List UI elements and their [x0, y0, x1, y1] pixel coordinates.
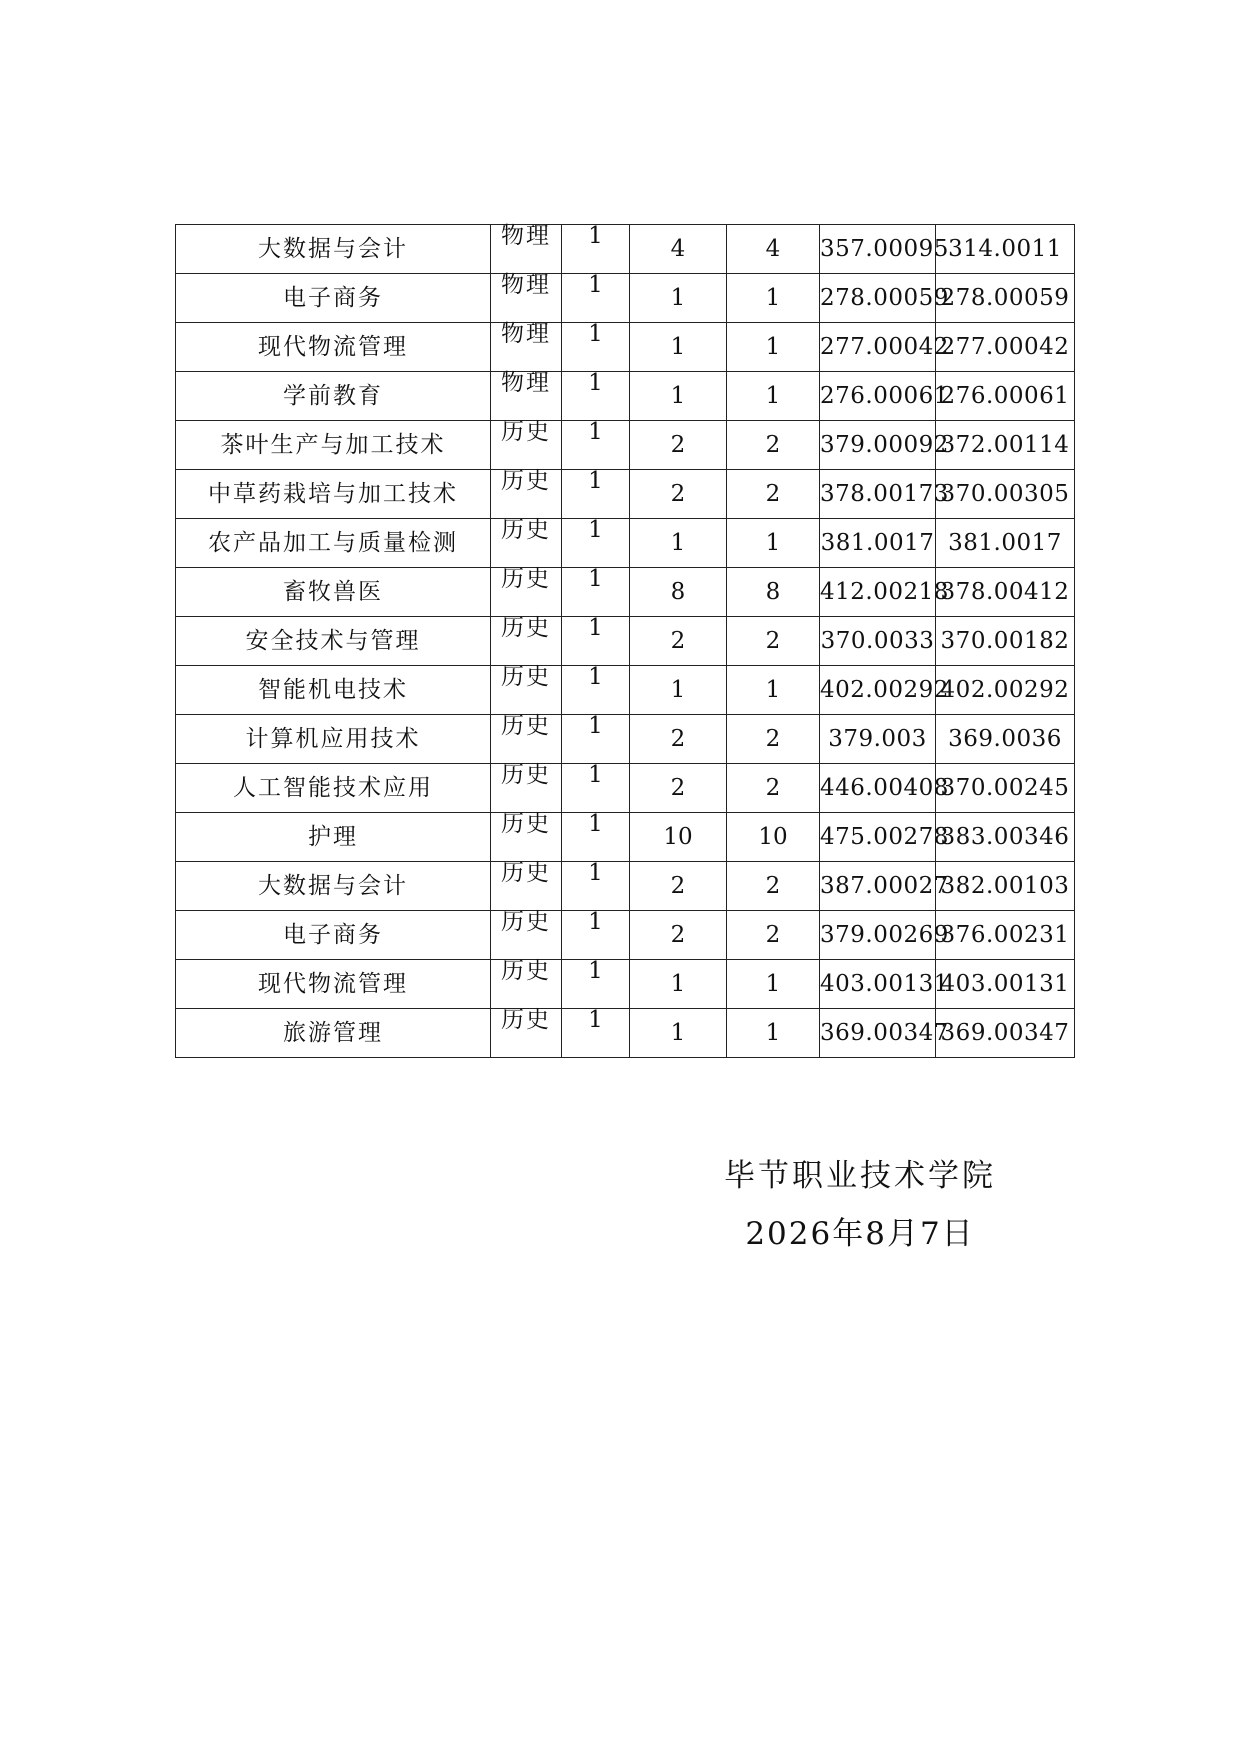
subject-cell: 历史 — [491, 911, 562, 960]
max-score-cell: 369.00347 — [820, 1009, 936, 1058]
table-row — [176, 764, 1075, 813]
major-cell: 中草药栽培与加工技术 — [176, 470, 491, 519]
batch-cell: 1 — [562, 372, 630, 421]
table-row — [176, 617, 1075, 666]
major-cell: 电子商务 — [176, 274, 491, 323]
major-cell: 人工智能技术应用 — [176, 764, 491, 813]
table-row — [176, 372, 1075, 421]
major-cell: 现代物流管理 — [176, 323, 491, 372]
min-score-cell: 403.00131 — [936, 960, 1075, 1009]
plan-count-cell: 2 — [630, 764, 727, 813]
max-score-cell: 379.00269 — [820, 911, 936, 960]
table-row — [176, 323, 1075, 372]
batch-cell: 1 — [562, 1009, 630, 1058]
subject-cell: 历史 — [491, 470, 562, 519]
admission-score-table — [175, 224, 1075, 1058]
plan-count-cell: 8 — [630, 568, 727, 617]
table-body — [176, 225, 1075, 1058]
max-score-cell: 446.00408 — [820, 764, 936, 813]
plan-count-cell: 4 — [630, 225, 727, 274]
table-row — [176, 960, 1075, 1009]
admitted-count-cell: 1 — [727, 372, 820, 421]
max-score-cell: 475.00278 — [820, 813, 936, 862]
min-score-cell: 376.00231 — [936, 911, 1075, 960]
major-cell: 电子商务 — [176, 911, 491, 960]
major-cell: 安全技术与管理 — [176, 617, 491, 666]
major-cell: 学前教育 — [176, 372, 491, 421]
subject-cell: 历史 — [491, 813, 562, 862]
plan-count-cell: 1 — [630, 323, 727, 372]
min-score-cell: 278.00059 — [936, 274, 1075, 323]
min-score-cell: 369.00347 — [936, 1009, 1075, 1058]
min-score-cell: 378.00412 — [936, 568, 1075, 617]
min-score-cell: 276.00061 — [936, 372, 1075, 421]
subject-cell: 物理 — [491, 323, 562, 372]
table-row — [176, 666, 1075, 715]
major-cell: 现代物流管理 — [176, 960, 491, 1009]
subject-cell: 物理 — [491, 274, 562, 323]
max-score-cell: 370.0033 — [820, 617, 936, 666]
min-score-cell: 370.00182 — [936, 617, 1075, 666]
max-score-cell: 379.00092 — [820, 421, 936, 470]
admitted-count-cell: 2 — [727, 617, 820, 666]
table-row — [176, 274, 1075, 323]
plan-count-cell: 2 — [630, 911, 727, 960]
batch-cell: 1 — [562, 911, 630, 960]
min-score-cell: 370.00305 — [936, 470, 1075, 519]
max-score-cell: 402.00292 — [820, 666, 936, 715]
min-score-cell: 402.00292 — [936, 666, 1075, 715]
batch-cell: 1 — [562, 274, 630, 323]
batch-cell: 1 — [562, 617, 630, 666]
batch-cell: 1 — [562, 715, 630, 764]
max-score-cell: 379.003 — [820, 715, 936, 764]
batch-cell: 1 — [562, 519, 630, 568]
min-score-cell: 372.00114 — [936, 421, 1075, 470]
admitted-count-cell: 1 — [727, 519, 820, 568]
max-score-cell: 278.00059 — [820, 274, 936, 323]
table-row — [176, 225, 1075, 274]
major-cell: 护理 — [176, 813, 491, 862]
admitted-count-cell: 1 — [727, 274, 820, 323]
min-score-cell: 369.0036 — [936, 715, 1075, 764]
plan-count-cell: 1 — [630, 666, 727, 715]
plan-count-cell: 2 — [630, 470, 727, 519]
max-score-cell: 412.00218 — [820, 568, 936, 617]
admitted-count-cell: 8 — [727, 568, 820, 617]
admitted-count-cell: 2 — [727, 911, 820, 960]
admitted-count-cell: 1 — [727, 666, 820, 715]
plan-count-cell: 1 — [630, 372, 727, 421]
min-score-cell: 381.0017 — [936, 519, 1075, 568]
plan-count-cell: 2 — [630, 862, 727, 911]
min-score-cell: 277.00042 — [936, 323, 1075, 372]
table-row — [176, 911, 1075, 960]
subject-cell: 历史 — [491, 666, 562, 715]
subject-cell: 历史 — [491, 421, 562, 470]
plan-count-cell: 10 — [630, 813, 727, 862]
admitted-count-cell: 2 — [727, 421, 820, 470]
max-score-cell: 381.0017 — [820, 519, 936, 568]
table-row — [176, 1009, 1075, 1058]
batch-cell: 1 — [562, 813, 630, 862]
subject-cell: 历史 — [491, 862, 562, 911]
plan-count-cell: 1 — [630, 960, 727, 1009]
min-score-cell: 382.00103 — [936, 862, 1075, 911]
issuing-organization: 毕节职业技术学院 — [724, 1158, 996, 1194]
max-score-cell: 378.00173 — [820, 470, 936, 519]
subject-cell: 物理 — [491, 225, 562, 274]
batch-cell: 1 — [562, 666, 630, 715]
batch-cell: 1 — [562, 568, 630, 617]
plan-count-cell: 1 — [630, 274, 727, 323]
plan-count-cell: 2 — [630, 617, 727, 666]
table-row — [176, 568, 1075, 617]
major-cell: 智能机电技术 — [176, 666, 491, 715]
admitted-count-cell: 2 — [727, 862, 820, 911]
subject-cell: 历史 — [491, 1009, 562, 1058]
major-cell: 茶叶生产与加工技术 — [176, 421, 491, 470]
max-score-cell: 387.00027 — [820, 862, 936, 911]
subject-cell: 历史 — [491, 960, 562, 1009]
batch-cell: 1 — [562, 862, 630, 911]
max-score-cell: 357.00095 — [820, 225, 936, 274]
admitted-count-cell: 2 — [727, 470, 820, 519]
batch-cell: 1 — [562, 225, 630, 274]
subject-cell: 历史 — [491, 715, 562, 764]
subject-cell: 历史 — [491, 617, 562, 666]
admitted-count-cell: 1 — [727, 323, 820, 372]
batch-cell: 1 — [562, 323, 630, 372]
table-row — [176, 519, 1075, 568]
max-score-cell: 277.00042 — [820, 323, 936, 372]
subject-cell: 历史 — [491, 519, 562, 568]
major-cell: 农产品加工与质量检测 — [176, 519, 491, 568]
batch-cell: 1 — [562, 960, 630, 1009]
plan-count-cell: 2 — [630, 715, 727, 764]
major-cell: 畜牧兽医 — [176, 568, 491, 617]
major-cell: 大数据与会计 — [176, 225, 491, 274]
table-row — [176, 421, 1075, 470]
max-score-cell: 276.00061 — [820, 372, 936, 421]
subject-cell: 物理 — [491, 372, 562, 421]
admitted-count-cell: 4 — [727, 225, 820, 274]
plan-count-cell: 1 — [630, 1009, 727, 1058]
batch-cell: 1 — [562, 470, 630, 519]
table-row — [176, 715, 1075, 764]
table-row — [176, 862, 1075, 911]
min-score-cell: 383.00346 — [936, 813, 1075, 862]
admitted-count-cell: 2 — [727, 764, 820, 813]
subject-cell: 历史 — [491, 764, 562, 813]
plan-count-cell: 1 — [630, 519, 727, 568]
plan-count-cell: 2 — [630, 421, 727, 470]
admitted-count-cell: 10 — [727, 813, 820, 862]
admitted-count-cell: 2 — [727, 715, 820, 764]
major-cell: 计算机应用技术 — [176, 715, 491, 764]
max-score-cell: 403.00131 — [820, 960, 936, 1009]
subject-cell: 历史 — [491, 568, 562, 617]
table-row — [176, 813, 1075, 862]
admitted-count-cell: 1 — [727, 1009, 820, 1058]
min-score-cell: 314.0011 — [936, 225, 1075, 274]
major-cell: 旅游管理 — [176, 1009, 491, 1058]
table-row — [176, 470, 1075, 519]
min-score-cell: 370.00245 — [936, 764, 1075, 813]
major-cell: 大数据与会计 — [176, 862, 491, 911]
batch-cell: 1 — [562, 764, 630, 813]
admitted-count-cell: 1 — [727, 960, 820, 1009]
issue-date: 2026年8月7日 — [745, 1216, 975, 1252]
batch-cell: 1 — [562, 421, 630, 470]
